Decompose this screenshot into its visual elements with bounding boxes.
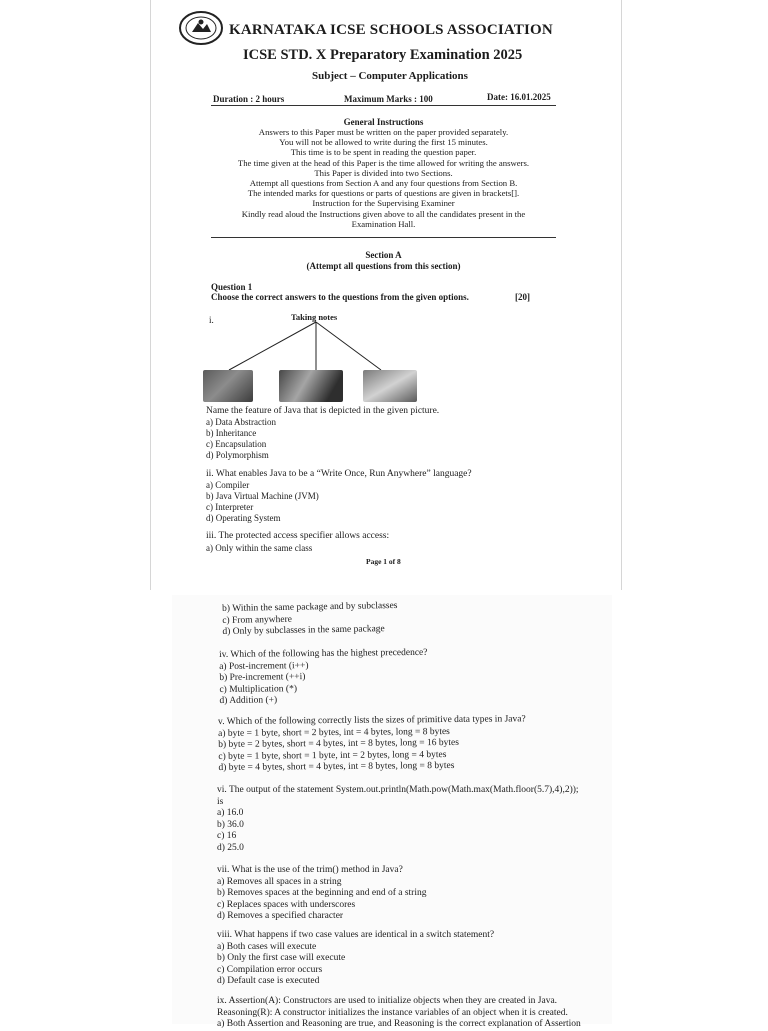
option: d) Only by subclasses in the same package <box>222 624 385 637</box>
notes-photo-1 <box>203 370 253 402</box>
option: d) Polymorphism <box>206 450 269 460</box>
option: a) byte = 1 byte, short = 2 bytes, int = 4 bytes, long = 8 bytes <box>218 726 450 739</box>
question-text: vii. What is the use of the trim() method in Java? <box>217 865 403 875</box>
diagram-connector-lines <box>201 320 441 375</box>
instructions-divider <box>211 237 556 238</box>
option: d) Removes a specified character <box>217 911 344 921</box>
question-text: iv. Which of the following has the highest precedence? <box>219 647 428 660</box>
option: c) Encapsulation <box>206 439 267 449</box>
assertion-text: ix. Assertion(A): Constructors are used to initialize objects when they are created in Java. <box>217 996 558 1006</box>
option: a) Both Assertion and Reasoning are true, and Reasoning is the correct explanation of Assertion <box>217 1019 581 1029</box>
page-number: Page 1 of 8 <box>366 557 401 566</box>
option: a) Only within the same class <box>206 543 313 553</box>
options-list <box>206 417 276 461</box>
question-text: ii. What enables Java to be a “Write Once, Run Anywhere” language? <box>206 469 472 479</box>
question-block <box>217 996 612 1031</box>
option: a) Removes all spaces in a string <box>217 876 342 887</box>
diagram-title: Taking notes <box>291 312 338 322</box>
question-block <box>217 785 579 854</box>
section-subtitle: (Attempt all questions from this section) <box>306 261 461 271</box>
instruction-line: Examination Hall. <box>351 218 416 229</box>
options-list <box>222 601 398 639</box>
header-divider <box>211 105 556 106</box>
option: a) Compiler <box>206 480 250 490</box>
instruction-line: This time is to be spent in reading the question paper. <box>290 147 477 158</box>
question-instruction: Choose the correct answers to the questions from the given options. <box>211 292 469 302</box>
option: c) Compilation error occurs <box>217 964 323 975</box>
option: b) Removes spaces at the beginning and end of a string <box>217 888 427 898</box>
instruction-line: You will not be allowed to write during the first 15 minutes. <box>279 137 488 148</box>
instruction-line: Attempt all questions from Section A and any four questions from Section B. <box>249 178 518 189</box>
question-block <box>219 648 428 708</box>
section-title: Section A <box>365 250 402 260</box>
option: a) Both cases will execute <box>217 941 317 952</box>
option: c) Replaces spaces with underscores <box>217 899 356 910</box>
maximum-marks: Maximum Marks : 100 <box>344 94 433 104</box>
option: d) Default case is executed <box>217 976 320 986</box>
association-name: KARNATAKA ICSE SCHOOLS ASSOCIATION <box>229 22 553 38</box>
options-list <box>206 480 319 524</box>
question-label: Question 1 <box>211 282 253 292</box>
option: c) From anywhere <box>222 614 293 626</box>
instruction-line: The time given at the head of this Paper is the time allowed for writing the answers. <box>237 157 530 168</box>
reasoning-text: Reasoning(R): A constructor initializes the instance variables of an object when it is created. <box>217 1007 568 1018</box>
instruction-line: Kindly read aloud the Instructions given above to all the candidates present in the <box>241 208 526 219</box>
option: c) byte = 1 byte, short = 1 byte, int = 2 bytes, long = 4 bytes <box>218 749 447 762</box>
general-instructions-title: General Instructions <box>343 117 424 127</box>
option: d) Addition (+) <box>219 695 278 706</box>
question-text: viii. What happens if two case values are identical in a switch statement? <box>217 930 495 940</box>
option: b) Inheritance <box>206 428 257 438</box>
option: b) Java Virtual Machine (JVM) <box>206 491 319 501</box>
question-block <box>217 865 426 923</box>
option: d) byte = 4 bytes, short = 4 bytes, int = 8 bytes, long = 8 bytes <box>218 760 455 773</box>
question-block <box>217 930 494 988</box>
option: a) Data Abstraction <box>206 417 276 427</box>
exam-title: ICSE STD. X Preparatory Examination 2025 <box>243 47 523 63</box>
option: b) 36.0 <box>217 819 244 830</box>
question-block <box>218 714 526 774</box>
option: b) Only the first case will execute <box>217 953 346 963</box>
question-text-cont: is <box>217 796 224 807</box>
instructions-block <box>196 127 571 229</box>
question-text: Name the feature of Java that is depicted in the given picture. <box>206 406 440 416</box>
option: b) byte = 2 bytes, short = 4 bytes, int = 8 bytes, long = 16 bytes <box>218 737 459 750</box>
notes-photo-3 <box>363 370 417 402</box>
instruction-line: Answers to this Paper must be written on the paper provided separately. <box>258 127 509 137</box>
duration: Duration : 2 hours <box>213 94 285 104</box>
notes-photo-2 <box>279 370 343 402</box>
option: d) Operating System <box>206 513 281 523</box>
option: b) Within the same package and by subclasses <box>222 600 398 614</box>
exam-page-1 <box>150 0 622 590</box>
question-number: i. <box>209 315 214 325</box>
question-marks: [20] <box>515 292 530 302</box>
instruction-line: The intended marks for questions or parts of questions are given in brackets[]. <box>247 188 520 199</box>
option: b) Pre-increment (++i) <box>219 672 306 683</box>
option: a) Post-increment (i++) <box>219 660 309 672</box>
exam-page-2 <box>172 595 612 1029</box>
instruction-line: Instruction for the Supervising Examiner <box>312 198 455 209</box>
instruction-line: This Paper is divided into two Sections. <box>314 167 453 178</box>
exam-date: Date: 16.01.2025 <box>487 92 551 102</box>
question-text: v. Which of the following correctly lists the sizes of primitive data types in Java? <box>218 714 526 727</box>
option: d) 25.0 <box>217 842 244 853</box>
option: c) Multiplication (*) <box>219 683 298 695</box>
option: a) 16.0 <box>217 808 244 818</box>
subject-line: Subject – Computer Applications <box>312 70 468 82</box>
question-text: vi. The output of the statement System.out.println(Math.pow(Math.max(Math.floor(5.7),4),2)); <box>217 785 579 795</box>
association-logo-icon <box>178 10 224 46</box>
option: c) 16 <box>217 831 237 841</box>
option: c) Interpreter <box>206 502 254 512</box>
options-list <box>206 543 312 554</box>
question-text: iii. The protected access specifier allows access: <box>206 531 390 541</box>
